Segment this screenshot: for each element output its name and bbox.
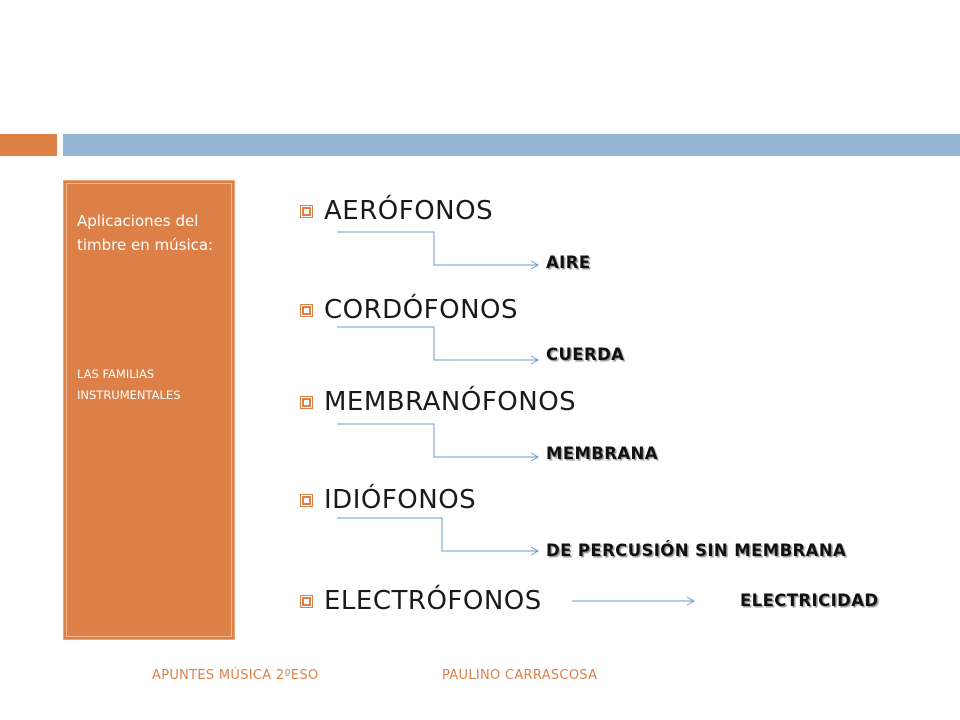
- side-panel-title: Aplicaciones del timbre en música:: [77, 212, 214, 254]
- list-item-idiofonos: [298, 482, 476, 518]
- square-bullet-icon: [298, 394, 314, 410]
- connector-arrow-membrana: [337, 424, 538, 457]
- list-item-cordofonos: [298, 292, 518, 328]
- connector-arrow-percusion: [337, 518, 538, 551]
- square-bullet-icon: [298, 203, 314, 219]
- family-name: ELECTRÓFONOS: [324, 586, 542, 616]
- family-material: MEMBRANA: [546, 444, 658, 463]
- footer-left: APUNTES MÚSICA 2ºESO: [152, 668, 319, 683]
- family-name: AERÓFONOS: [324, 196, 494, 226]
- side-panel-subtitle: LAS FAMILIAS INSTRUMENTALES: [77, 367, 181, 402]
- family-name: MEMBRANÓFONOS: [324, 387, 577, 417]
- footer-right: PAULINO CARRASCOSA: [442, 668, 598, 683]
- family-name: IDIÓFONOS: [324, 485, 477, 515]
- family-material: DE PERCUSIÓN SIN MEMBRANA: [546, 541, 847, 560]
- square-bullet-icon: [298, 302, 314, 318]
- connector-arrow-aire: [337, 232, 538, 265]
- family-material: ELECTRICIDAD: [740, 591, 879, 610]
- list-item-membranofonos: [298, 384, 576, 420]
- list-item-electrofonos: [298, 583, 542, 619]
- family-material: AIRE: [546, 253, 591, 272]
- square-bullet-icon: [298, 593, 314, 609]
- family-material: CUERDA: [546, 345, 625, 364]
- square-bullet-icon: [298, 492, 314, 508]
- list-item-aerofonos: [298, 193, 493, 229]
- connector-arrow-cuerda: [337, 327, 538, 360]
- family-name: CORDÓFONOS: [324, 295, 519, 325]
